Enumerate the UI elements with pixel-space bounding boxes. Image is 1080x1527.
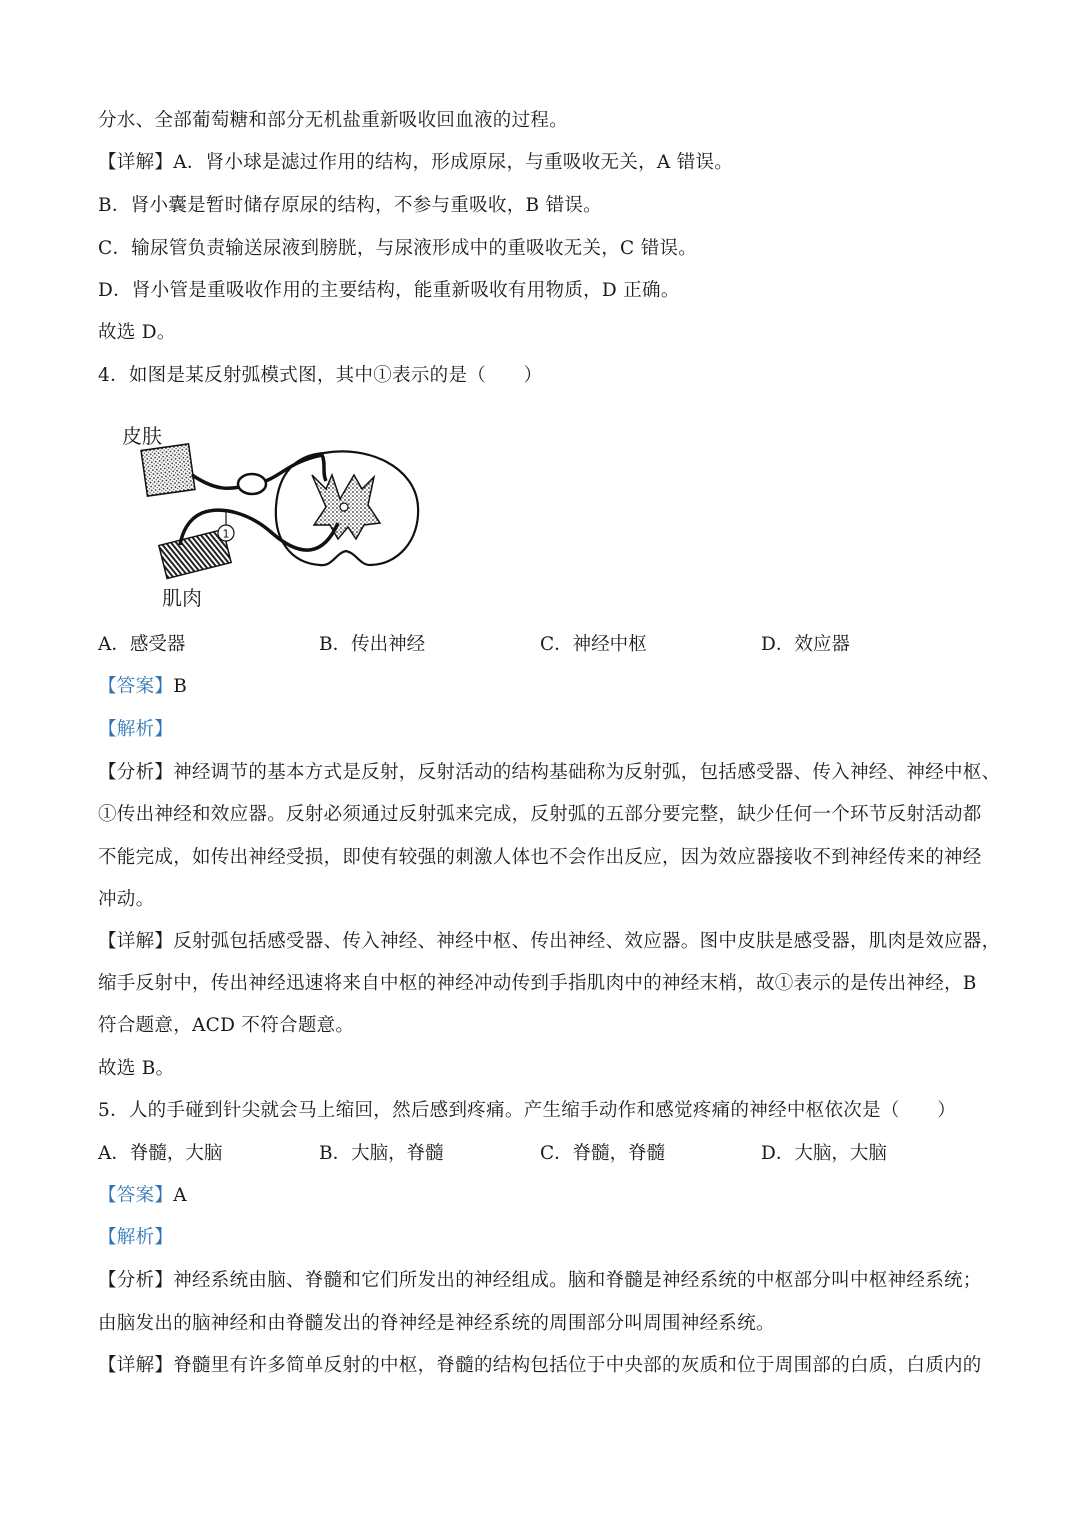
q4-answer — [98, 674, 187, 700]
q3-conclusion: 故选 D。 — [98, 322, 176, 343]
q4-option-b: B．传出神经 — [319, 634, 426, 655]
q5-option-b: B．大脑，脊髓 — [319, 1143, 444, 1164]
q5-option-a: A．脊髓，大脑 — [98, 1143, 223, 1164]
q4-detail-line-1 — [98, 929, 1000, 955]
q4-fenxi-line-3: 不能完成，如传出神经受损，即使有较强的刺激人体也不会作出反应，因为效应器接收不到神经传来的神经 — [98, 847, 982, 868]
label-skin: 皮肤 — [122, 424, 162, 448]
q5-detail-text-1: 脊髓里有许多简单反射的中枢，脊髓的结构包括位于中央部的灰质和位于周围部的白质，白质内的 — [173, 1355, 982, 1376]
q5-detail-line-1 — [98, 1353, 982, 1379]
q4-detail-text-1: 反射弧包括感受器、传入神经、神经中枢、传出神经、效应器。图中皮肤是感受器，肌肉是效应器， — [173, 931, 1001, 952]
q5-fenxi-line-1 — [98, 1268, 982, 1294]
q5-answer-value: A — [173, 1185, 187, 1206]
marker-number: 1 — [222, 527, 230, 541]
q5-fenxi-line-2: 由脑发出的脑神经和由脊髓发出的脊神经是神经系统的周围部分叫周围神经系统。 — [98, 1313, 775, 1334]
q3-detail-a-text: A．肾小球是滤过作用的结构，形成原尿，与重吸收无关，A 错误。 — [173, 152, 734, 173]
q5-answer — [98, 1183, 187, 1209]
ganglion — [238, 474, 266, 494]
answer-tag: 【答案】 — [98, 1185, 174, 1206]
q5-question: 5．人的手碰到针尖就会马上缩回，然后感到疼痛。产生缩手动作和感觉疼痛的神经中枢依次是（ ） — [98, 1100, 957, 1121]
q4-option-d: D．效应器 — [761, 634, 850, 655]
detail-tag: 【详解】 — [98, 152, 174, 173]
fenxi-tag: 【分析】 — [98, 762, 174, 783]
detail-tag: 【详解】 — [98, 1355, 174, 1376]
q4-fenxi-line-2: ①传出神经和效应器。反射必须通过反射弧来完成，反射弧的五部分要完整，缺少任何一个环节反射活动都 — [98, 804, 982, 825]
q5-analysis-tag: 【解析】 — [98, 1227, 174, 1248]
q3-detail-b: B．肾小囊是暂时储存原尿的结构，不参与重吸收，B 错误。 — [98, 195, 602, 216]
q3-detail-c: C．输尿管负责输送尿液到膀胱，与尿液形成中的重吸收无关，C 错误。 — [98, 238, 698, 259]
q5-fenxi-text-1: 神经系统由脑、脊髓和它们所发出的神经组成。脑和脊髓是神经系统的中枢部分叫中枢神经系统； — [173, 1270, 982, 1291]
q4-option-a: A．感受器 — [98, 634, 186, 655]
q5-options — [98, 1141, 988, 1167]
answer-tag: 【答案】 — [98, 676, 174, 697]
q4-option-c: C．神经中枢 — [540, 634, 647, 655]
q4-fenxi-text-1: 神经调节的基本方式是反射，反射活动的结构基础称为反射弧，包括感受器、传入神经、神经中枢、 — [173, 762, 1001, 783]
fenxi-tag: 【分析】 — [98, 1270, 174, 1291]
q4-detail-line-3: 符合题意，ACD 不符合题意。 — [98, 1015, 355, 1036]
label-muscle: 肌肉 — [162, 586, 202, 610]
q3-detail-d: D．肾小管是重吸收作用的主要结构，能重新吸收有用物质，D 正确。 — [98, 280, 680, 301]
q4-conclusion: 故选 B。 — [98, 1058, 175, 1079]
q4-options — [98, 632, 988, 658]
detail-tag: 【详解】 — [98, 931, 174, 952]
reflex-arc-diagram — [112, 415, 430, 613]
skin-block — [141, 444, 195, 496]
q3-detail-a — [98, 150, 733, 176]
q5-option-d: D．大脑，大脑 — [761, 1143, 887, 1164]
q4-fenxi-line-1 — [98, 760, 1000, 786]
intro-text: 分水、全部葡萄糖和部分无机盐重新吸收回血液的过程。 — [98, 110, 569, 131]
q4-detail-line-2: 缩手反射中，传出神经迅速将来自中枢的神经冲动传到手指肌肉中的神经末梢，故①表示的是传出神经，B — [98, 973, 977, 994]
q4-fenxi-line-4: 冲动。 — [98, 889, 155, 910]
q4-answer-value: B — [173, 676, 188, 697]
q4-question: 4．如图是某反射弧模式图，其中①表示的是（ ） — [98, 365, 543, 386]
q4-analysis-tag: 【解析】 — [98, 719, 174, 740]
q5-option-c: C．脊髓，脊髓 — [540, 1143, 666, 1164]
reflex-arc-figure — [112, 415, 430, 613]
